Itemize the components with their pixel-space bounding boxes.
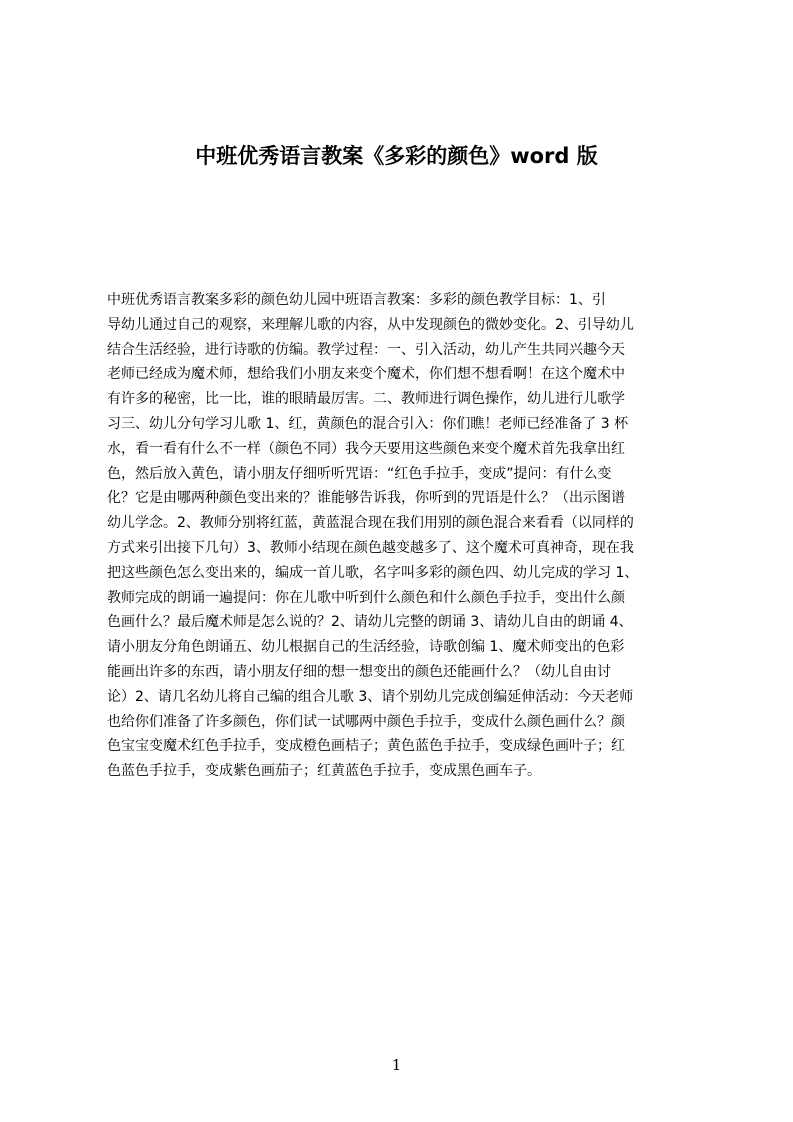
body-line: 也给你们准备了许多颜色，你们试一试哪两中颜色手拉手，变成什么颜色画什么？颜	[107, 713, 625, 730]
body-line: 请小朋友分角色朗诵五、幼儿根据自己的生活经验，诗歌创编 1、魔术师变出的色彩	[107, 639, 625, 656]
body-line: 色，然后放入黄色，请小朋友仔细听听咒语：“红色手拉手，变成”提问：有什么变	[107, 465, 612, 482]
body-line: 论）2、请几名幼儿将自己编的组合儿歌 3、请个别幼儿完成创编延伸活动：今天老师	[107, 688, 634, 705]
document-title: 中班优秀语言教案《多彩的颜色》word 版	[195, 144, 598, 168]
body-line: 老师已经成为魔术师，想给我们小朋友来变个魔术，你们想不想看啊！在这个魔术中	[107, 366, 625, 383]
body-line: 导幼儿通过自己的观察，来理解儿歌的内容，从中发现颜色的微妙变化。2、引导幼儿	[107, 316, 634, 333]
body-line: 有许多的秘密，比一比，谁的眼睛最厉害。二、教师进行调色操作，幼儿进行儿歌学	[107, 391, 625, 408]
body-line: 把这些颜色怎么变出来的，编成一首儿歌，名字叫多彩的颜色四、幼儿完成的学习 1、	[107, 564, 639, 581]
body-line: 习三、幼儿分句学习儿歌 1、红，黄颜色的混合引入：你们瞧！老师已经准备了 3 杯	[107, 415, 629, 432]
body-line: 色画什么？最后魔术师是怎么说的？2、请幼儿完整的朗诵 3、请幼儿自由的朗诵 4、	[107, 614, 633, 631]
body-line: 水，看一看有什么不一样（颜色不同）我今天要用这些颜色来变个魔术首先我拿出红	[107, 440, 625, 457]
body-line: 色蓝色手拉手，变成紫色画茄子；红黄蓝色手拉手，变成黑色画车子。	[107, 763, 541, 780]
document-body	[107, 288, 697, 828]
body-line: 色宝宝变魔术红色手拉手，变成橙色画桔子；黄色蓝色手拉手，变成绿色画叶子；红	[107, 738, 625, 755]
page-number: 1	[391, 1056, 402, 1074]
body-line: 教师完成的朗诵一遍提问：你在儿歌中听到什么颜色和什么颜色手拉手，变出什么颜	[107, 589, 625, 606]
body-line: 幼儿学念。2、教师分别将红蓝，黄蓝混合现在我们用别的颜色混合来看看（以同样的	[107, 515, 634, 532]
body-line: 结合生活经验，进行诗歌的仿编。教学过程：一、引入活动，幼儿产生共同兴趣今天	[107, 341, 625, 358]
body-line: 方式来引出接下几句）3、教师小结现在颜色越变越多了、这个魔术可真神奇，现在我	[107, 539, 634, 556]
body-line: 化？它是由哪两种颜色变出来的？谁能够告诉我，你听到的咒语是什么？（出示图谱	[107, 490, 625, 507]
body-line: 能画出许多的东西，请小朋友仔细的想一想变出的颜色还能画什么？（幼儿自由讨	[107, 663, 611, 680]
body-line: 中班优秀语言教案多彩的颜色幼儿园中班语言教案：多彩的颜色教学目标：1、引	[107, 292, 606, 308]
